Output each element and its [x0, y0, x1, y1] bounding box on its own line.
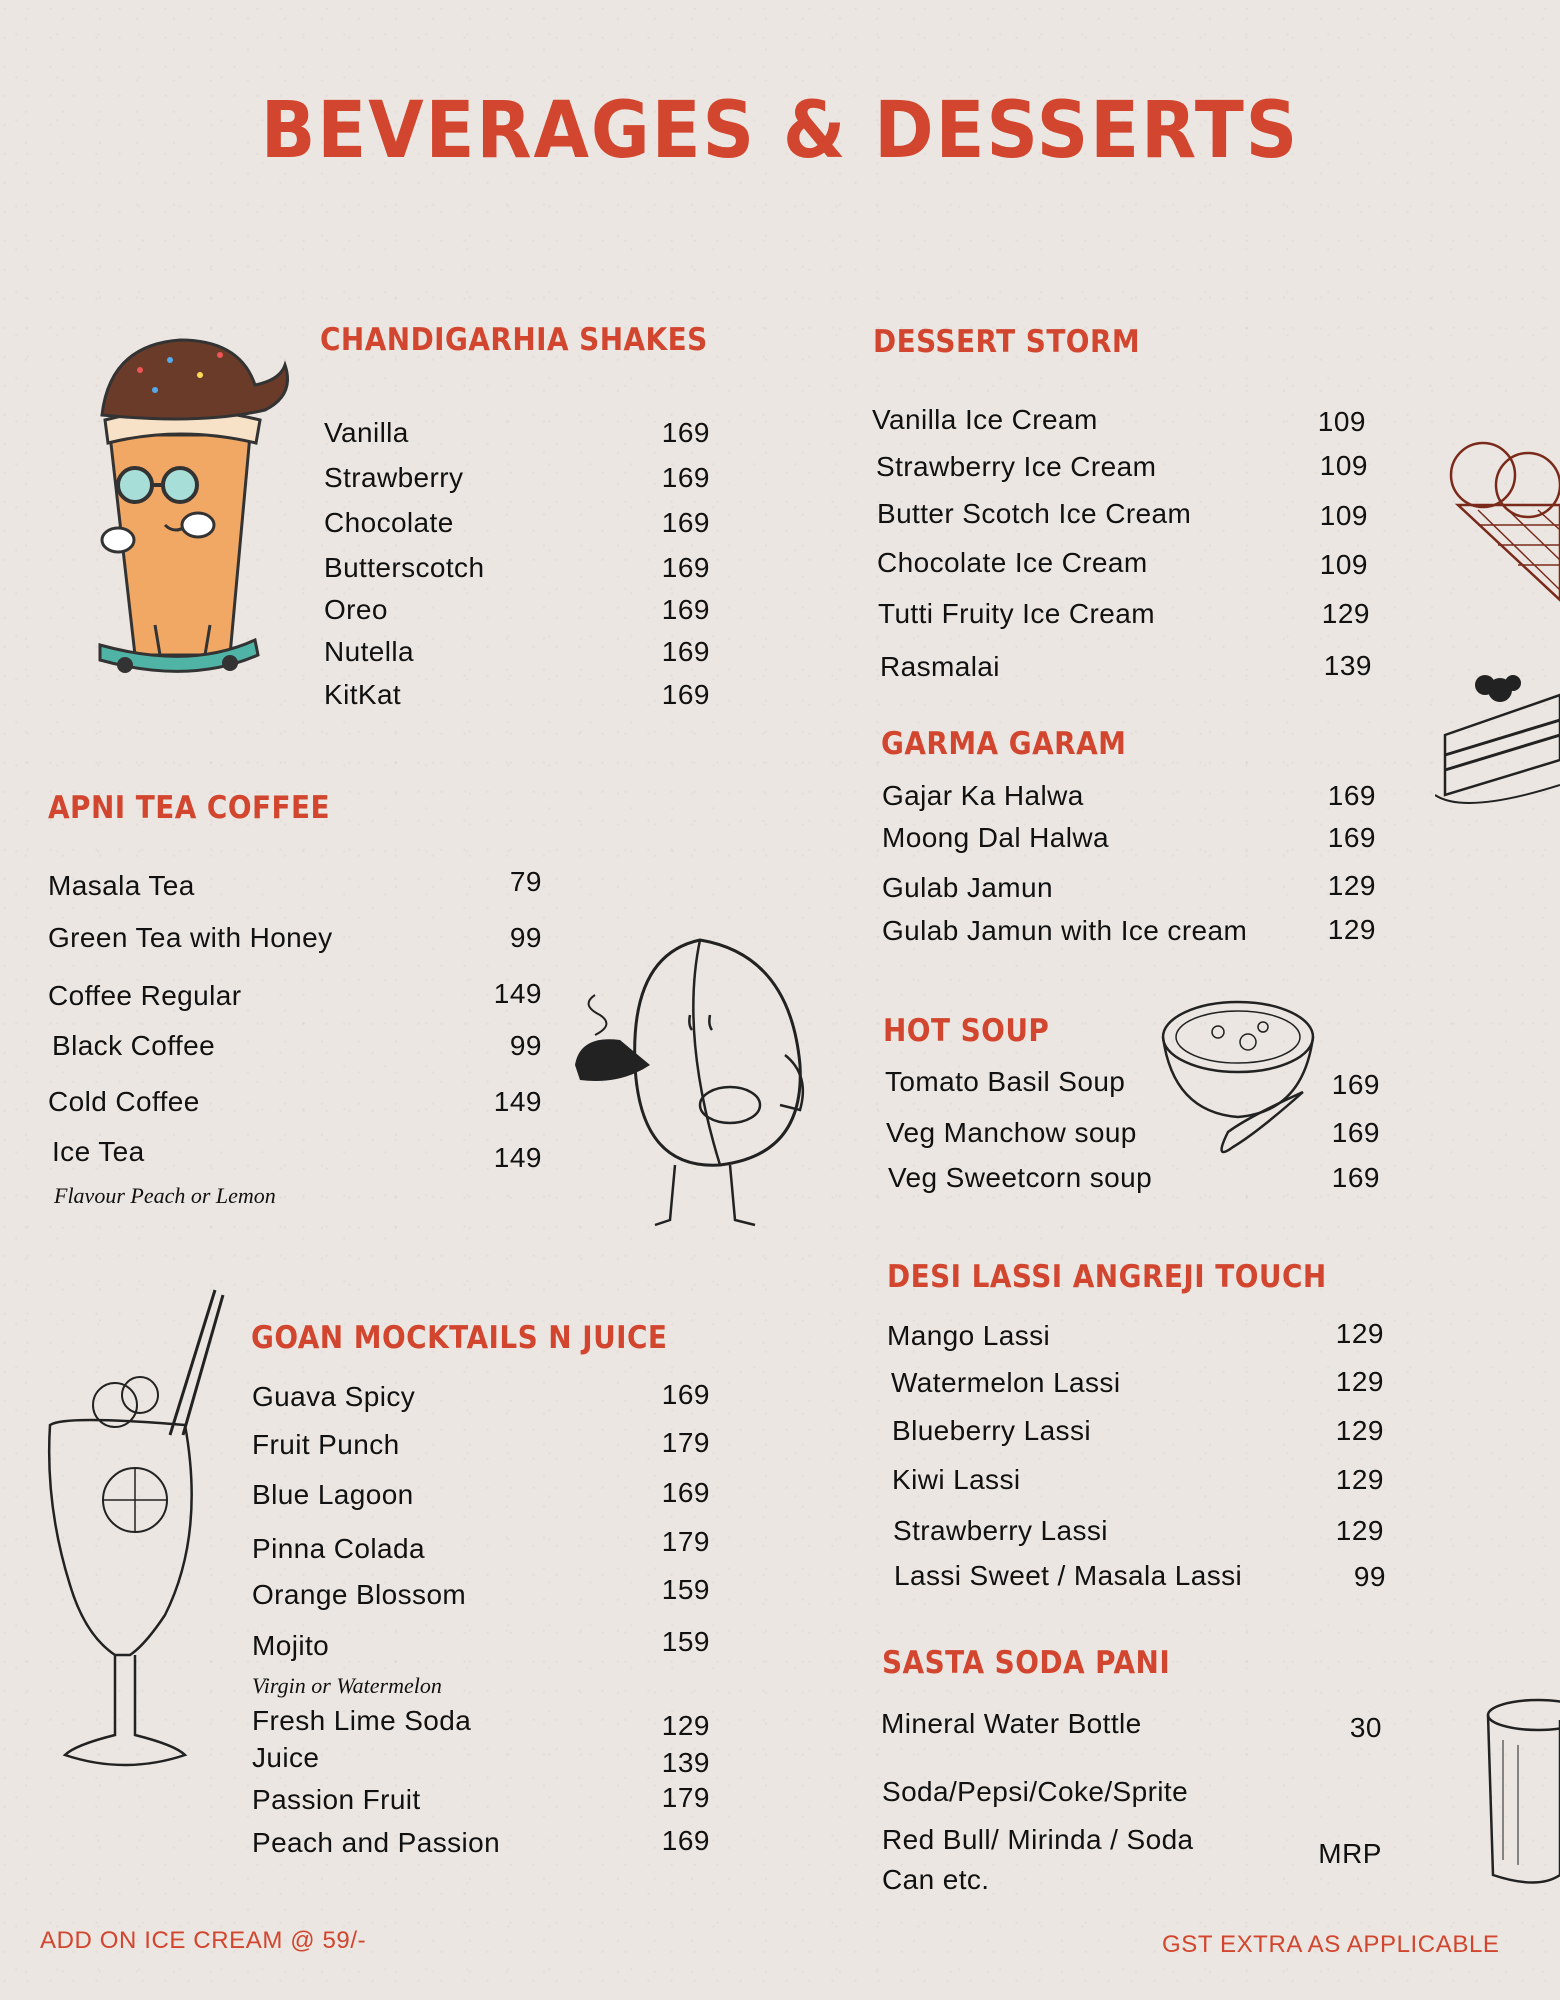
item-price: 79 [509, 866, 542, 897]
item-name: Mango Lassi [887, 1320, 1051, 1351]
item-name: Orange Blossom [252, 1579, 467, 1610]
item-name: Mojito [252, 1630, 330, 1661]
item-name: Soda/Pepsi/Coke/Sprite [882, 1776, 1189, 1807]
item-name: Pinna Colada [252, 1533, 425, 1564]
item-name: Chocolate [324, 507, 454, 538]
item-price: 169 [1327, 780, 1376, 811]
cocktail-glass-icon [35, 1285, 225, 1785]
item-name: Juice [252, 1742, 320, 1773]
item-price: 99 [509, 1030, 542, 1061]
item-name: Vanilla Ice Cream [872, 404, 1098, 435]
coffee-bean-mascot-icon [560, 935, 820, 1235]
item-price: 169 [1331, 1069, 1380, 1100]
item-name: Tutti Fruity Ice Cream [878, 598, 1155, 629]
item-price: 169 [661, 507, 710, 538]
item-name: Blueberry Lassi [892, 1415, 1091, 1446]
item-name: Blue Lagoon [252, 1479, 414, 1510]
item-price: 179 [661, 1526, 710, 1557]
item-name: Tomato Basil Soup [885, 1066, 1126, 1097]
item-price: 169 [661, 552, 710, 583]
item-name: Moong Dal Halwa [882, 822, 1109, 853]
item-name: Gajar Ka Halwa [882, 780, 1084, 811]
item-price: 149 [493, 1142, 542, 1173]
item-name: Passion Fruit [252, 1784, 421, 1815]
item-name: Strawberry [324, 462, 464, 493]
item-name: Ice Tea [52, 1136, 145, 1167]
item-name: Black Coffee [52, 1030, 216, 1061]
item-price: 169 [661, 1477, 710, 1508]
item-name: Lassi Sweet / Masala Lassi [894, 1560, 1243, 1591]
item-name: Watermelon Lassi [891, 1367, 1121, 1398]
item-price: 99 [509, 922, 542, 953]
item-price: 129 [1335, 1464, 1384, 1495]
item-price: 30 [1349, 1712, 1382, 1743]
item-name: Red Bull/ Mirinda / Soda [882, 1824, 1194, 1855]
page-title: BEVERAGES & DESSERTS [260, 86, 1300, 176]
item-price: 129 [661, 1710, 710, 1741]
item-name: Gulab Jamun with Ice cream [882, 915, 1248, 946]
item-price: 169 [661, 1825, 710, 1856]
item-price: 129 [1335, 1415, 1384, 1446]
item-price: 159 [661, 1626, 710, 1657]
item-price: 139 [1323, 650, 1372, 681]
item-name: Oreo [324, 594, 388, 625]
item-name: Masala Tea [48, 870, 195, 901]
section-heading-garma: GARMA GARAM [881, 726, 1127, 762]
item-price: 109 [1319, 549, 1368, 580]
item-note: Flavour Peach or Lemon [54, 1183, 276, 1208]
item-name: Fresh Lime Soda [252, 1705, 472, 1736]
item-name: Kiwi Lassi [892, 1464, 1021, 1495]
item-name: Mineral Water Bottle [881, 1708, 1142, 1739]
item-name: Butter Scotch Ice Cream [877, 498, 1192, 529]
item-name: Green Tea with Honey [48, 922, 333, 953]
item-price: 179 [661, 1782, 710, 1813]
section-heading-lassi: DESI LASSI ANGREJI TOUCH [887, 1259, 1327, 1295]
section-heading-dessert: DESSERT STORM [873, 324, 1141, 360]
item-price: 129 [1327, 914, 1376, 945]
footer-gst-note: GST EXTRA AS APPLICABLE [1162, 1931, 1500, 1958]
item-name: Strawberry Lassi [893, 1515, 1108, 1546]
item-name: Peach and Passion [252, 1827, 501, 1858]
section-heading-soup: HOT SOUP [883, 1013, 1050, 1049]
item-price: 129 [1335, 1366, 1384, 1397]
item-price-mrp: MRP [1318, 1838, 1382, 1869]
soup-bowl-icon [1158, 992, 1328, 1162]
cake-slice-icon [1435, 655, 1560, 815]
item-price: 169 [661, 679, 710, 710]
item-name: Rasmalai [880, 651, 1000, 682]
item-price: 149 [493, 1086, 542, 1117]
item-name: Gulab Jamun [882, 872, 1053, 903]
section-heading-shakes: CHANDIGARHIA SHAKES [320, 322, 708, 358]
item-note: Virgin or Watermelon [252, 1673, 442, 1698]
item-name: Chocolate Ice Cream [877, 547, 1148, 578]
item-price: 149 [493, 978, 542, 1009]
item-price: 139 [661, 1747, 710, 1778]
item-name: Can etc. [882, 1864, 990, 1895]
item-price: 169 [661, 417, 710, 448]
section-heading-tea: APNI TEA COFFEE [48, 790, 331, 826]
item-name: Guava Spicy [252, 1381, 416, 1412]
item-name: Butterscotch [324, 552, 485, 583]
item-name: Nutella [324, 636, 414, 667]
item-price: 159 [661, 1574, 710, 1605]
item-name: Veg Manchow soup [886, 1117, 1137, 1148]
item-price: 179 [661, 1427, 710, 1458]
item-price: 169 [661, 462, 710, 493]
item-price: 129 [1321, 598, 1370, 629]
item-name: Fruit Punch [252, 1429, 400, 1460]
item-price: 109 [1319, 500, 1368, 531]
shake-mascot-icon [80, 325, 315, 685]
item-price: 169 [661, 1379, 710, 1410]
ice-cream-cone-icon [1438, 430, 1560, 610]
item-name: KitKat [324, 679, 402, 710]
section-heading-soda: SASTA SODA PANI [882, 1645, 1171, 1681]
section-heading-mocktails: GOAN MOCKTAILS N JUICE [251, 1320, 668, 1356]
item-price: 109 [1317, 406, 1366, 437]
item-name: Cold Coffee [48, 1086, 200, 1117]
footer-add-on-note: ADD ON ICE CREAM @ 59/- [40, 1927, 367, 1954]
item-price: 99 [1353, 1561, 1386, 1592]
item-name: Veg Sweetcorn soup [888, 1162, 1153, 1193]
item-price: 109 [1319, 450, 1368, 481]
item-name: Vanilla [324, 417, 409, 448]
item-price: 169 [661, 594, 710, 625]
item-name: Coffee Regular [48, 980, 242, 1011]
item-price: 169 [1331, 1117, 1380, 1148]
item-price: 129 [1327, 870, 1376, 901]
item-price: 169 [1327, 822, 1376, 853]
soda-can-icon [1478, 1690, 1560, 1890]
item-price: 129 [1335, 1515, 1384, 1546]
item-name: Strawberry Ice Cream [876, 451, 1157, 482]
item-price: 169 [1331, 1162, 1380, 1193]
item-price: 129 [1335, 1318, 1384, 1349]
item-price: 169 [661, 636, 710, 667]
